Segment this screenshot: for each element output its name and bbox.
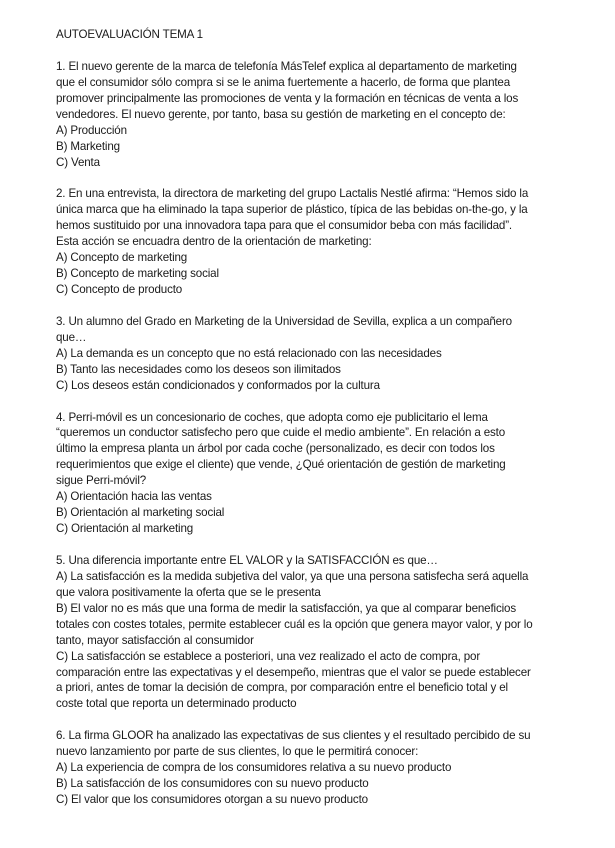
answer-option-line: B) Marketing — [56, 139, 120, 153]
answer-option-b — [56, 266, 596, 282]
answer-option-b — [56, 505, 596, 521]
question-stem-line: 1. El nuevo gerente de la marca de telefonía MásTelef explica al departamento de marketing — [56, 59, 517, 73]
answer-option-line: A) Producción — [56, 123, 127, 137]
answer-option-line: C) Concepto de producto — [56, 283, 183, 296]
answer-option-line: B) El valor no es más que una forma de medir la satisfacción, ya que al comparar beneficios — [56, 601, 516, 615]
answer-option-line: A) La demanda es un concepto que no está relacionado con las necesidades — [56, 346, 442, 360]
question-4 — [56, 410, 596, 538]
answer-option-line: B) La satisfacción de los consumidores con su nuevo producto — [56, 777, 369, 791]
answer-option-line: B) Concepto de marketing social — [56, 267, 219, 281]
question-6 — [56, 728, 596, 808]
blank-line — [56, 537, 596, 553]
answer-option-line: A) Orientación hacia las ventas — [56, 490, 212, 504]
question-stem-line: 4. Perri-móvil es un concesionario de coches, que adopta como eje publicitario el lema — [56, 410, 488, 424]
answer-option-line: B) Tanto las necesidades como los deseos son ilimitados — [56, 362, 341, 376]
answer-option-c — [56, 521, 596, 537]
answer-option-b — [56, 776, 596, 792]
answer-option-line: que valora positivamente la oferta que se le presenta — [56, 585, 321, 599]
answer-option-line: tanto, mayor satisfacción al consumidor — [56, 633, 254, 647]
answer-option-line: C) El valor que los consumidores otorgan a su nuevo producto — [56, 793, 368, 806]
answer-option-b — [56, 601, 596, 649]
blank-line — [56, 298, 596, 314]
question-stem-line: que el consumidor sólo compra si se le anima fuertemente a hacerlo, de forma que plantea — [56, 75, 511, 89]
answer-option-line: A) La experiencia de compra de los consumidores relativa a su nuevo producto — [56, 761, 452, 775]
answer-option-line: C) La satisfacción se establece a posteriori, una vez realizado el acto de compra, por — [56, 649, 481, 663]
question-stem-line: requerimientos que exige el cliente) que vende, ¿Qué orientación de gestión de marketing — [56, 458, 506, 472]
answer-option-c — [56, 792, 596, 808]
document-page — [56, 27, 596, 808]
question-2 — [56, 186, 596, 298]
question-1 — [56, 59, 596, 171]
question-stem-line: promover principalmente las promociones de venta y la formación en técnicas de venta a los — [56, 91, 519, 105]
answer-option-c — [56, 649, 596, 713]
question-3 — [56, 314, 596, 394]
answer-option-a — [56, 569, 596, 601]
answer-option-a — [56, 123, 596, 139]
blank-line — [56, 712, 596, 728]
answer-option-c — [56, 378, 596, 394]
answer-option-line: coste total que reporta un determinado producto — [56, 697, 297, 711]
question-stem-line: que… — [56, 330, 87, 344]
answer-option-line: totales con costes totales, permite establecer cuál es la opción que genera mayor valor, y por lo — [56, 617, 533, 631]
question-stem-line: hemos sustituido por una innovadora tapa para que el consumidor beba con más facilidad”. — [56, 219, 512, 233]
answer-option-a — [56, 760, 596, 776]
question-5 — [56, 553, 596, 712]
answer-option-line: C) Los deseos están condicionados y conformados por la cultura — [56, 378, 380, 392]
blank-line — [56, 43, 596, 59]
blank-line — [56, 170, 596, 186]
question-stem-line: 6. La firma GLOOR ha analizado las expectativas de sus clientes y el resultado percibido de su — [56, 729, 531, 743]
answer-option-line: A) Concepto de marketing — [56, 251, 188, 265]
document-title: AUTOEVALUACIÓN TEMA 1 — [56, 28, 203, 41]
answer-option-line: C) Venta — [56, 155, 100, 169]
answer-option-line: a priori, antes de tomar la decisión de compra, por comparación entre el beneficio total y el — [56, 681, 508, 695]
question-stem-line: Esta acción se encuadra dentro de la orientación de marketing: — [56, 235, 372, 249]
question-stem-line: 3. Un alumno del Grado en Marketing de la Universidad de Sevilla, explica a un compañero — [56, 314, 512, 328]
question-stem-line: vendedores. El nuevo gerente, por tanto, basa su gestión de marketing en el concepto de: — [56, 107, 506, 121]
question-stem-line: “queremos un conductor satisfecho pero que cuide el medio ambiente”. En relación a esto — [56, 426, 506, 440]
question-stem-line: única marca que ha eliminado la tapa superior de plástico, típica de las bebidas on-the-go, y la — [56, 203, 528, 217]
answer-option-line: B) Orientación al marketing social — [56, 506, 225, 520]
question-stem-line: nuevo lanzamiento por parte de sus clientes, lo que le permitirá conocer: — [56, 745, 419, 759]
answer-option-c — [56, 155, 596, 171]
question-list — [56, 59, 596, 808]
answer-option-line: C) Orientación al marketing — [56, 522, 194, 536]
question-stem-line: último la empresa planta un árbol por cada coche (personalizado, es decir con todos los — [56, 442, 495, 456]
answer-option-b — [56, 362, 596, 378]
answer-option-a — [56, 346, 596, 362]
answer-option-b — [56, 139, 596, 155]
answer-option-a — [56, 489, 596, 505]
question-stem-line: sigue Perri-móvil? — [56, 474, 147, 488]
answer-option-line: A) La satisfacción es la medida subjetiva del valor, ya que una persona satisfecha será aquella — [56, 569, 529, 583]
answer-option-a — [56, 250, 596, 266]
answer-option-c — [56, 282, 596, 298]
question-stem-line: 2. En una entrevista, la directora de marketing del grupo Lactalis Nestlé afirma: “Hemos sido la — [56, 187, 529, 201]
blank-line — [56, 394, 596, 410]
answer-option-line: comparación entre las expectativas y el desempeño, mientras que el valor se puede establecer — [56, 665, 531, 679]
question-stem-line: 5. Una diferencia importante entre EL VALOR y la SATISFACCIÓN es que… — [56, 553, 438, 567]
